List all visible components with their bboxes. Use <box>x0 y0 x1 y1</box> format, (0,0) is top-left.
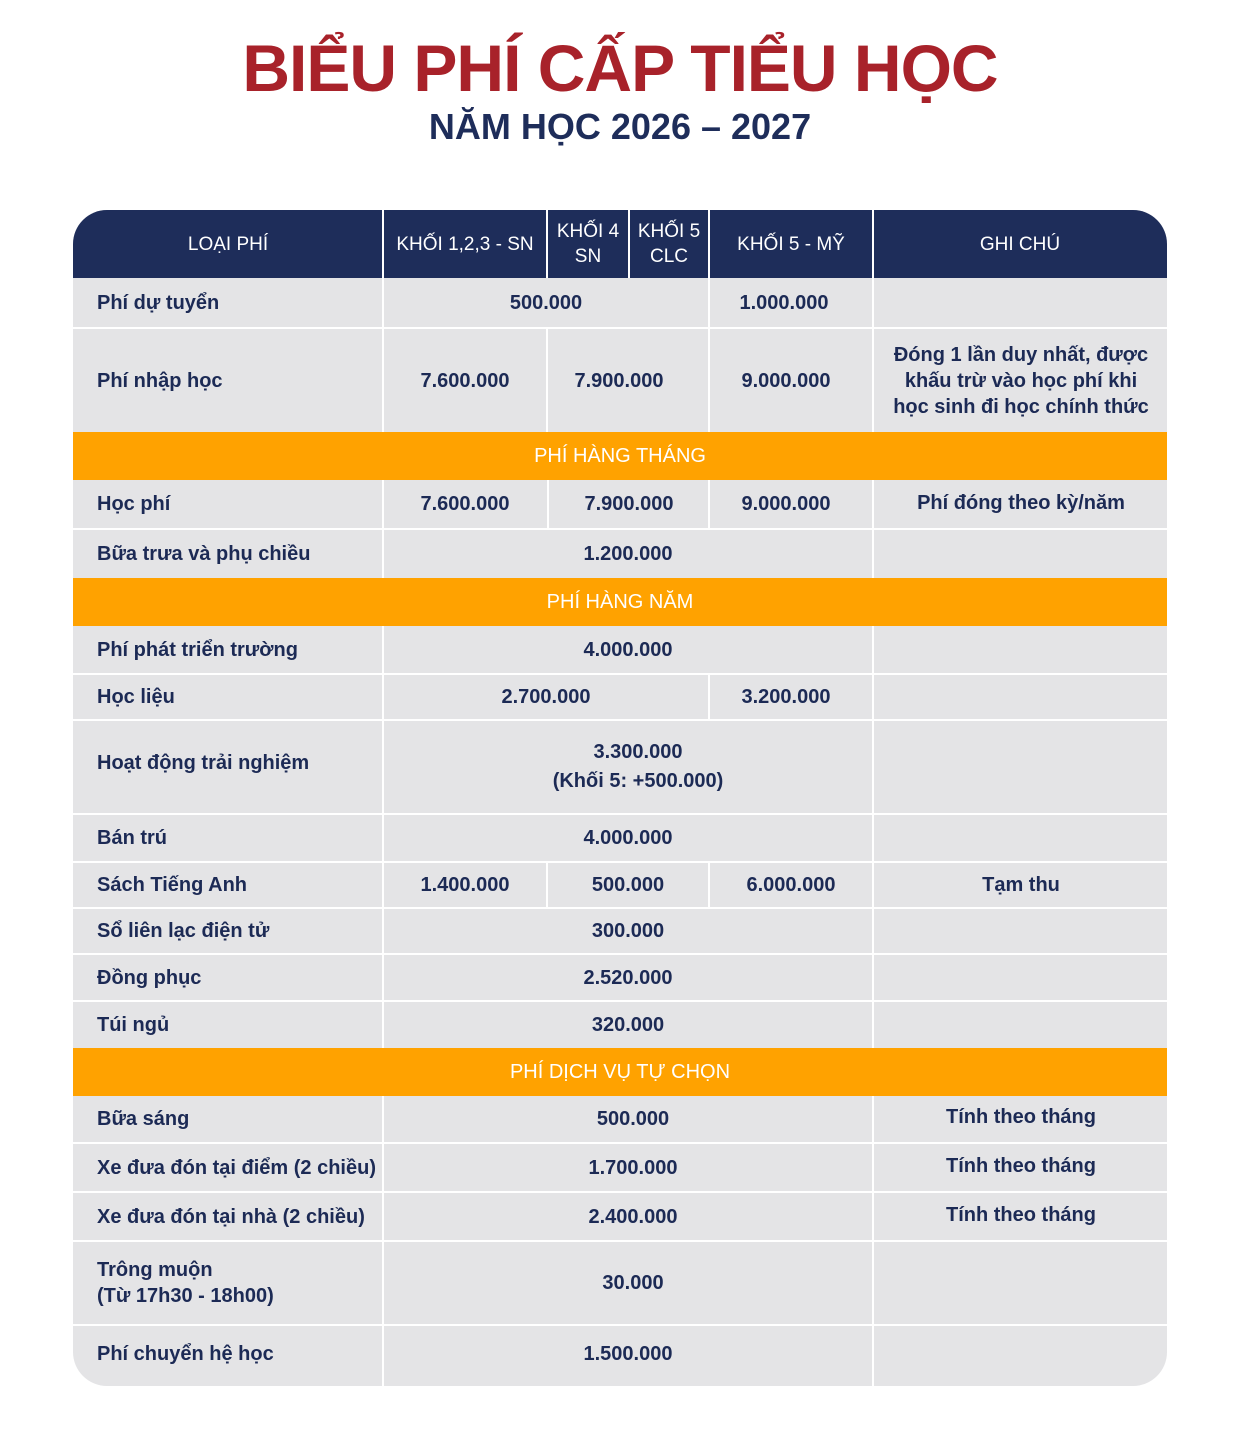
value-tui-ngu: 320.000 <box>591 1014 665 1036</box>
row-label-bua-sang: Bữa sáng <box>97 1108 190 1130</box>
header-khoi-5-clc-line2: CLC <box>649 246 688 267</box>
value-trai-nghiem <box>393 721 883 813</box>
page-title: BIỂU PHÍ CẤP TIỂU HỌC <box>242 31 998 105</box>
row-label-hoc-phi: Học phí <box>97 493 171 515</box>
header-khoi-5-clc-line1: KHỐI 5 <box>637 221 701 242</box>
value-nhap-hoc-khoi-4-5: 7.900.000 <box>574 369 664 392</box>
row-label-xe-nha: Xe đưa đón tại nhà (2 chiều) <box>97 1205 365 1228</box>
section-band-optional <box>73 1048 1167 1096</box>
header-khoi-5-clc <box>629 210 709 278</box>
page-subtitle: NĂM HỌC 2026 – 2027 <box>428 106 812 147</box>
header-khoi-123: KHỐI 1,2,3 - SN <box>396 233 534 255</box>
note-nhap-hoc <box>883 329 1159 432</box>
note-nhap-hoc-line1: Đóng 1 lần duy nhất, được <box>893 343 1149 366</box>
section-band-yearly <box>73 578 1167 626</box>
row-label-hoc-lieu: Học liệu <box>97 686 175 708</box>
row-label-du-tuyen: Phí dự tuyển <box>97 291 220 314</box>
value-sach-ta-khoi-4-5: 500.000 <box>591 874 665 896</box>
note-xe-nha: Tính theo tháng <box>946 1203 1096 1226</box>
value-dong-phuc: 2.520.000 <box>583 966 673 989</box>
header-khoi-4-line1: KHỐI 4 <box>556 221 620 242</box>
value-du-tuyen-khoi-1-5: 500.000 <box>509 291 583 314</box>
note-sach-ta: Tạm thu <box>982 874 1060 896</box>
header-divider <box>546 210 548 278</box>
section-title-monthly: PHÍ HÀNG THÁNG <box>534 445 706 467</box>
row-label-trong-muon-line2: (Từ 17h30 - 18h00) <box>97 1285 274 1307</box>
row-label-so-lien-lac: Sổ liên lạc điện tử <box>97 920 270 942</box>
section-title-yearly: PHÍ HÀNG NĂM <box>546 591 694 613</box>
value-phat-trien: 4.000.000 <box>583 638 673 661</box>
header-divider <box>872 210 874 278</box>
header-divider <box>628 210 630 278</box>
header-loai-phi: LOẠI PHÍ <box>187 233 269 255</box>
row-label-dong-phuc: Đồng phục <box>97 966 202 989</box>
value-hoc-phi-khoi-4-5: 7.900.000 <box>584 493 674 515</box>
note-nhap-hoc-line3: học sinh đi học chính thức <box>893 395 1149 418</box>
note-hoc-phi: Phí đóng theo kỳ/năm <box>917 492 1125 514</box>
fee-table <box>73 210 1167 1386</box>
value-hoc-lieu-khoi-1-5: 2.700.000 <box>501 686 591 708</box>
header-khoi-4-line2: SN <box>574 246 602 267</box>
value-trong-muon: 30.000 <box>602 1272 664 1294</box>
value-sach-ta-khoi-5-my: 6.000.000 <box>746 874 836 896</box>
value-trai-nghiem-line2: (Khối 5: +500.000) <box>552 770 724 792</box>
section-band-monthly <box>73 432 1167 480</box>
value-du-tuyen-khoi-5-my: 1.000.000 <box>739 291 829 314</box>
header-khoi-5-my: KHỐI 5 - MỸ <box>737 233 845 255</box>
row-label-trong-muon <box>73 1242 383 1324</box>
value-ban-tru: 4.000.000 <box>583 827 673 849</box>
note-nhap-hoc-line2: khấu trừ vào học phí khi <box>904 369 1138 392</box>
row-label-bua-trua: Bữa trưa và phụ chiều <box>97 543 311 565</box>
row-label-phat-trien: Phí phát triển trường <box>97 638 298 661</box>
value-so-lien-lac: 300.000 <box>591 920 665 942</box>
value-trai-nghiem-line1: 3.300.000 <box>593 741 683 763</box>
row-label-chuyen-he: Phí chuyển hệ học <box>97 1343 274 1365</box>
value-hoc-phi-khoi-123: 7.600.000 <box>420 493 510 515</box>
header-ghi-chu: GHI CHÚ <box>979 233 1061 255</box>
value-nhap-hoc-khoi-123: 7.600.000 <box>420 369 510 392</box>
value-xe-diem: 1.700.000 <box>588 1156 678 1179</box>
value-chuyen-he: 1.500.000 <box>583 1343 673 1365</box>
value-nhap-hoc-khoi-5-my: 9.000.000 <box>741 369 831 392</box>
row-label-trai-nghiem: Hoạt động trải nghiệm <box>97 752 310 774</box>
row-label-tui-ngu: Túi ngủ <box>97 1014 170 1036</box>
value-hoc-lieu-khoi-5-my: 3.200.000 <box>741 686 831 708</box>
row-label-ban-tru: Bán trú <box>97 827 167 849</box>
value-sach-ta-khoi-123: 1.400.000 <box>420 874 510 896</box>
value-bua-sang: 500.000 <box>596 1108 670 1130</box>
header-khoi-4 <box>547 210 629 278</box>
note-xe-diem: Tính theo tháng <box>946 1154 1096 1177</box>
note-bua-sang: Tính theo tháng <box>946 1106 1096 1128</box>
value-xe-nha: 2.400.000 <box>588 1205 678 1228</box>
row-label-xe-diem: Xe đưa đón tại điểm (2 chiều) <box>97 1156 376 1179</box>
row-label-trong-muon-line1: Trông muộn <box>97 1259 213 1281</box>
value-bua-trua: 1.200.000 <box>583 543 673 565</box>
header-divider <box>708 210 710 278</box>
section-title-optional: PHÍ DỊCH VỤ TỰ CHỌN <box>509 1061 731 1083</box>
row-label-sach-ta: Sách Tiếng Anh <box>97 874 248 896</box>
row-label-nhap-hoc: Phí nhập học <box>97 369 223 392</box>
value-hoc-phi-khoi-5-my: 9.000.000 <box>741 493 831 515</box>
header-divider <box>382 210 384 278</box>
